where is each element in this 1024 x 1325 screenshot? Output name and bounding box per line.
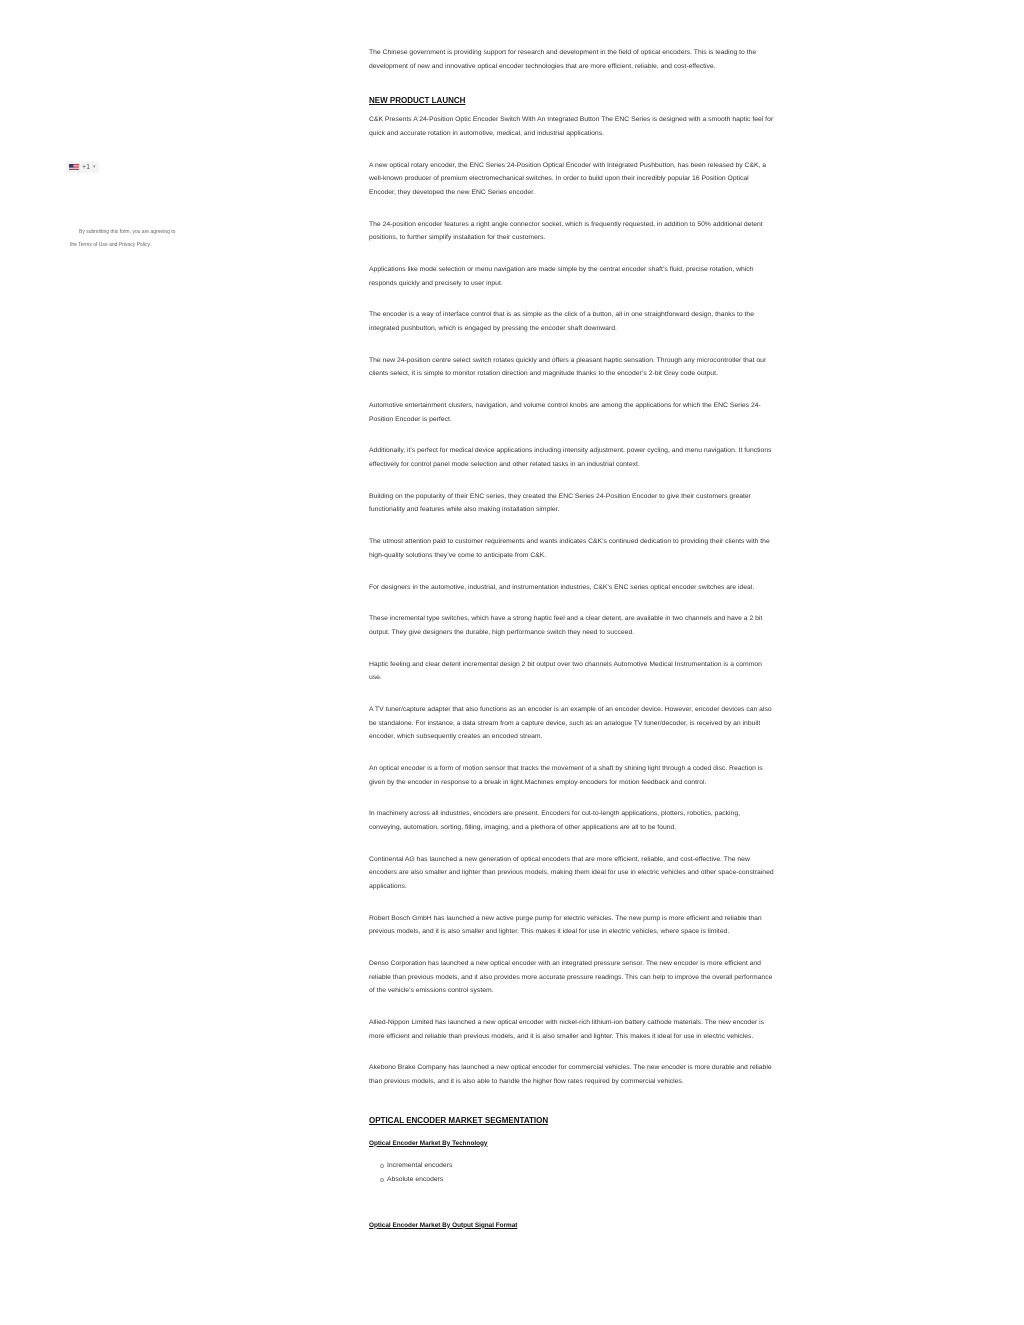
intro-paragraph: The Chinese government is providing support for research and development in the field of optical encoders. This is leading to the development of new and innovative optical encoder technologies that are more efficient, reliable, and cost-effective. (369, 49, 757, 70)
article-paragraph: Haptic feeling and clear detent incremental design 2 bit output over two channels Automotive Medical Instrumentation is a common use. (369, 660, 762, 682)
article-paragraph: For designers in the automotive, industrial, and instrumentation industries, C&K’s ENC series optical encoder switches are ideal. (369, 583, 755, 591)
consent-text: By submitting this form, you are agreeing to (79, 229, 176, 235)
consent-notice (66, 226, 194, 252)
new-product-heading: NEW PRODUCT LAUNCH (369, 96, 466, 106)
article-paragraph: An optical encoder is a form of motion sensor that tracks the movement of a shaft by shining light through a coded disc. Reaction is given by the encoder in response to a break in light.Machines employ encoders for motion feedback and control. (369, 765, 763, 786)
article-paragraph: Akebono Brake Company has launched a new optical encoder for commercial vehicles. The new encoder is more durable and reliable than previous models, and it is also able to handle the higher flow rates required by commercial vehicles. (369, 1064, 772, 1086)
article-paragraph: The utmost attention paid to customer requirements and wants indicates C&K’s continued dedication to providing their clients with the high-quality solutions they’ve come to anticipate from C&K. (369, 538, 770, 559)
article-paragraph: Automotive entertainment clusters, navigation, and volume control knobs are among the applications for which the ENC Series 24-Position Encoder is perfect. (369, 402, 761, 423)
article-paragraph: The encoder is a way of interface control that is as simple as the click of a button, all in one straightforward design, thanks to the integrated pushbutton, which is engaged by pressing the encoder shaft downward. (369, 311, 754, 332)
phone-prefix: +1 (82, 163, 90, 171)
technology-list (369, 1159, 774, 1187)
list-item: Incremental encoders (387, 1159, 774, 1173)
by-technology-heading: Optical Encoder Market By Technology (369, 1139, 488, 1147)
article-paragraph: Building on the popularity of their ENC series, they created the ENC Series 24-Position Encoder to give their customers greater functionality and features while also making installation simpler. (369, 492, 751, 514)
article-paragraph: Denso Corporation has launched a new optical encoder with an integrated pressure sensor. The new encoder is more efficient and reliable than previous models, and it also provides more accurate pressure readings. This can help to improve the overall performance of the vehicle’s emissions control system. (369, 960, 773, 995)
article-paragraph: Additionally, it’s perfect for medical device applications including intensity adjustment, power cycling, and menu navigation. It functions effectively for control panel mode selection and other related tasks in an industrial context. (369, 447, 772, 468)
article-paragraph: A new optical rotary encoder, the ENC Series 24-Position Optical Encoder with Integrated Pushbutton, has been released by C&K, a well-known producer of premium electromechanical switches. In order to build upon their incredibly popular 16 Position Optical Encoder, they developed the new ENC Series encoder. (369, 161, 767, 196)
article-paragraph: These incremental type switches, which have a strong haptic feel and a clear detent, are available in two channels and have a 2 bit output. They give designers the durable, high performance switch they need to succeed. (369, 615, 763, 636)
article-body (369, 46, 774, 1231)
article-paragraph: Applications like mode selection or menu navigation are made simple by the central encoder shaft’s fluid, precise rotation, which responds quickly and precisely to user input. (369, 265, 754, 287)
terms-privacy-link[interactable]: the Terms of Use and Privacy Policy. (70, 242, 151, 248)
article-paragraph: Robert Bosch GmbH has launched a new active purge pump for electric vehicles. The new pump is more efficient and reliable than previous models, and it is also smaller and lighter. This makes it ideal for use in electric vehicles, where space is limited. (369, 914, 762, 936)
article-paragraph: Continental AG has launched a new generation of optical encoders that are more efficient, reliable, and cost-effective. The new encoders are also smaller and lighter than previous models, making them ideal for use in electric vehicles and other space-constrained applications. (369, 855, 774, 890)
article-paragraph: C&K Presents A 24-Position Optic Encoder Switch With An Integrated Button The ENC Series is designed with a smooth haptic feel for quick and accurate rotation in automotive, medical, and industrial applications. (369, 116, 774, 137)
article-paragraph: The new 24-position centre select switch rotates quickly and offers a pleasant haptic sensation. Through any microcontroller that our clients select, it is simple to monitor rotation direction and magnitude thanks to the encoder’s 2-bit Grey code output. (369, 356, 767, 378)
article-paragraph: The 24-position encoder features a right angle connector socket, which is frequently requested, in addition to 50% additional detent positions, to further simplify installation for their customers. (369, 220, 763, 242)
segmentation-heading: OPTICAL ENCODER MARKET SEGMENTATION (369, 1115, 549, 1125)
us-flag-icon (69, 164, 79, 170)
list-item: Absolute encoders (387, 1173, 774, 1187)
article-paragraph: A TV tuner/capture adapter that also functions as an encoder is an example of an encoder device. However, encoder devices can also be standalone. For instance, a data stream from a capture device, such as an analogue TV tuner/decoder, is received by an inbuilt encoder, which subsequently creates an encoded stream. (369, 706, 772, 741)
article-paragraph: Allied-Nippon Limited has launched a new optical encoder with nickel-rich lithium-ion battery cathode materials. The new encoder is more efficient and reliable than previous models, and it is also smaller and lighter. This makes it ideal for use in electric vehicles. (369, 1019, 765, 1040)
article-paragraph: In machinery across all industries, encoders are present. Encoders for cut-to-length applications, plotters, robotics, packing, conveying, automation, sorting, filling, imaging, and a plethora of other applications are all to be found. (369, 810, 740, 831)
chevron-down-icon: ▾ (92, 164, 96, 170)
by-output-heading: Optical Encoder Market By Output Signal Format (369, 1221, 518, 1229)
country-code-select[interactable] (66, 161, 99, 173)
product-paragraphs (369, 113, 774, 1088)
